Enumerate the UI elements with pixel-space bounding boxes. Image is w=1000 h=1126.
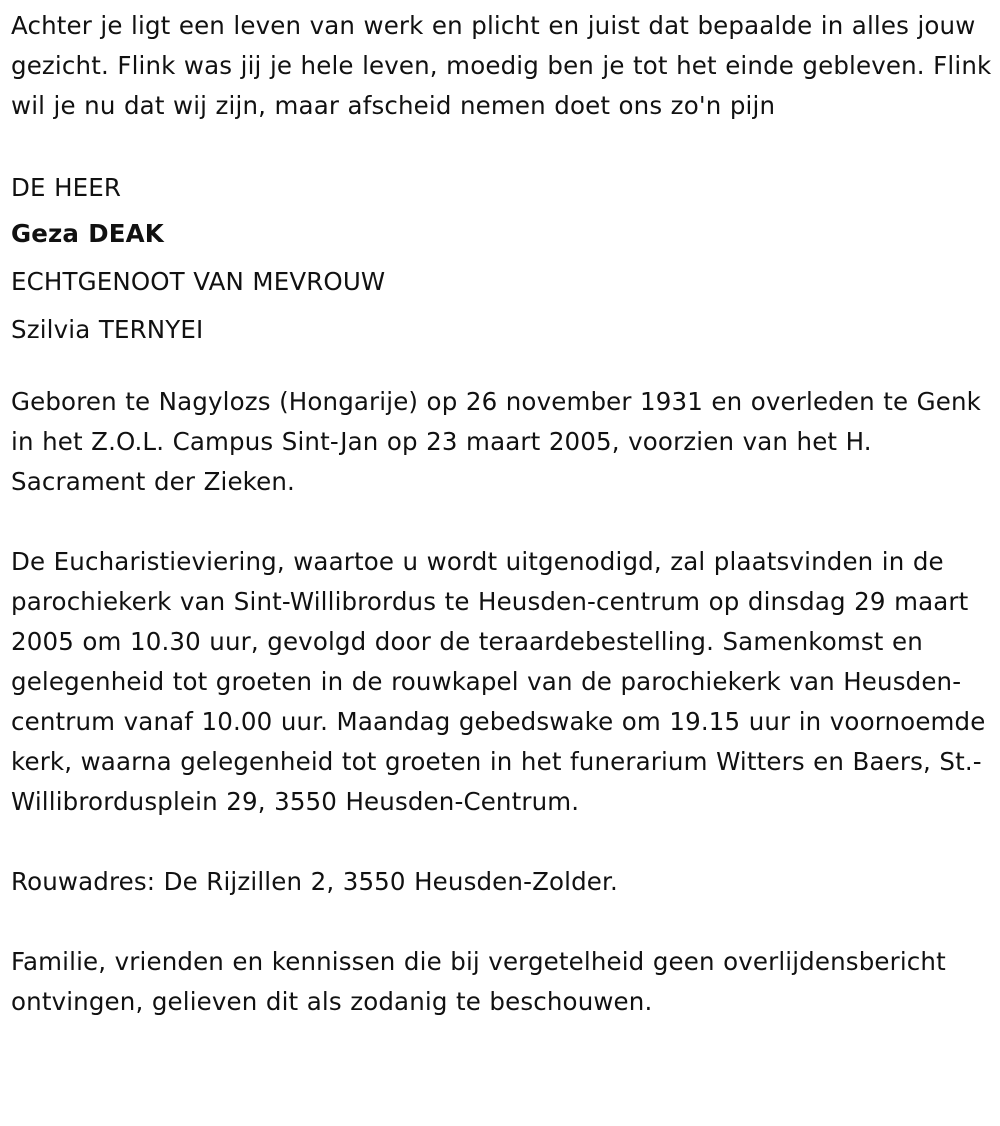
spacer (11, 126, 996, 166)
spacer (11, 354, 996, 382)
spouse-name: Szilvia TERNYEI (11, 315, 204, 344)
birth-death-paragraph: Geboren te Nagylozs (Hongarije) op 26 november 1931 en overleden te Genk in het Z.O.L. Campus Sint-Jan op 23 maart 2005, voorzien van het H. Sacrament der Zieken. (11, 387, 982, 496)
deceased-name: Geza DEAK (11, 219, 164, 248)
obituary-document (11, 0, 996, 1022)
spacer (11, 902, 996, 942)
ceremony-paragraph: De Eucharistieviering, waartoe u wordt uitgenodigd, zal plaatsvinden in de parochiekerk van Sint-Willibrordus te Heusden-centrum op dinsdag 29 maart 2005 om 10.30 uur, gevolgd door de teraardebestelling. Samenkomst en gelegenheid tot groeten in de rouwkapel van de parochiekerk van Heusden-centrum vanaf 10.00 uur. Maandag gebedswake om 19.15 uur in voornoemde kerk, waarna gelegenheid tot groeten in het funerarium Witters en Baers, St.-Willibrordusplein 29, 3550 Heusden-Centrum. (11, 547, 986, 816)
spacer (11, 822, 996, 862)
closing-paragraph: Familie, vrienden en kennissen die bij vergetelheid geen overlijdensbericht ontvingen, gelieven dit als zodanig te beschouwen. (11, 947, 946, 1016)
relation-line: ECHTGENOOT VAN MEVROUW (11, 267, 386, 296)
honorific-title: DE HEER (11, 173, 122, 202)
spacer (11, 502, 996, 542)
mourning-address: Rouwadres: De Rijzillen 2, 3550 Heusden-Zolder. (11, 867, 618, 896)
poem-paragraph: Achter je ligt een leven van werk en plicht en juist dat bepaalde in alles jouw gezicht. Flink was jij je hele leven, moedig ben je tot het einde gebleven. Flink wil je nu dat wij zijn, maar afscheid nemen doet ons zo'n pijn (11, 11, 992, 120)
